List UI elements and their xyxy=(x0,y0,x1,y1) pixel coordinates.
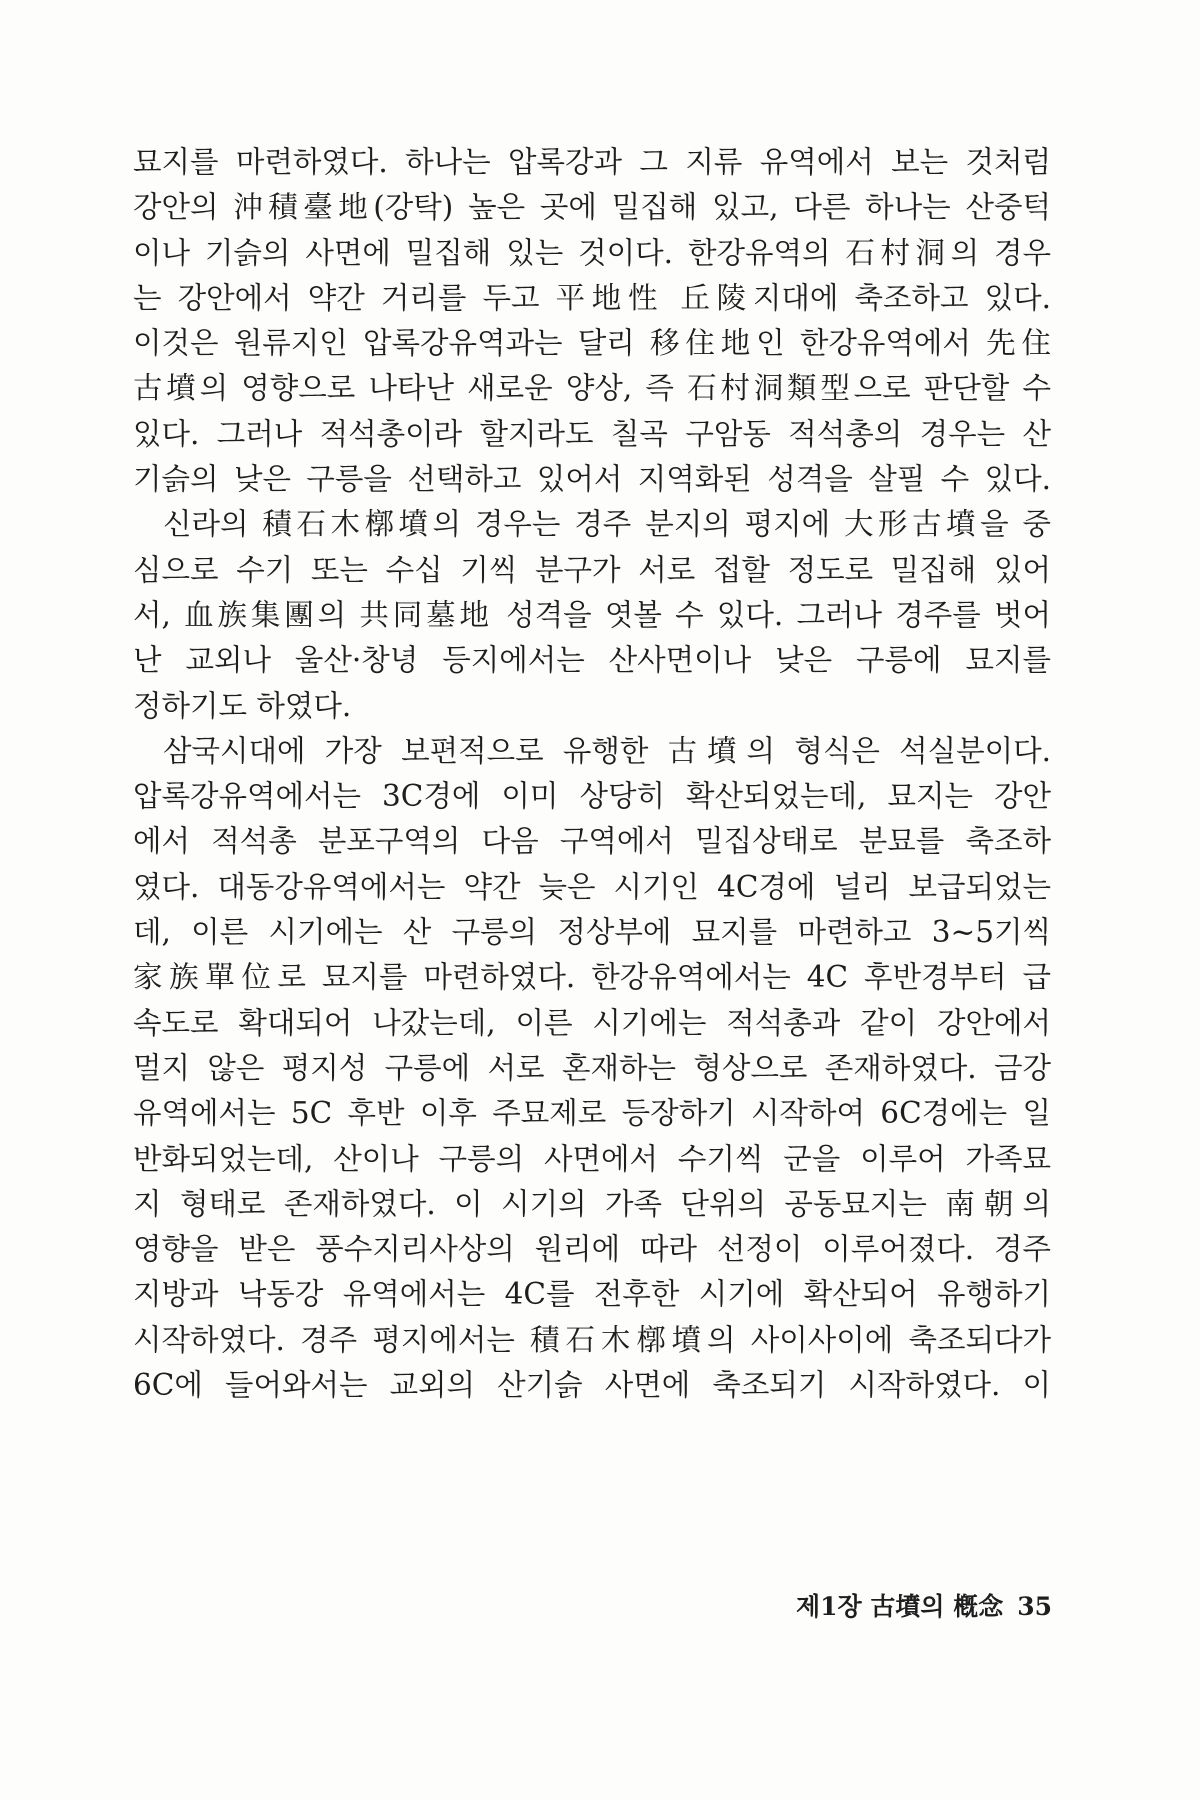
text-line: 시작하였다. 경주 평지에서는 積石木槨墳의 사이사이에 축조되다가 xyxy=(133,1322,1051,1357)
text-line: 였다. 대동강유역에서는 약간 늦은 시기인 4C경에 널리 보급되었는 xyxy=(133,869,1051,904)
text-line: 에서 적석총 분포구역의 다음 구역에서 밀집상태로 분묘를 축조하 xyxy=(133,824,1051,859)
text-line: 서, 血族集團의 共同墓地 성격을 엿볼 수 있다. 그러나 경주를 벗어 xyxy=(133,597,1051,632)
text-line: 신라의 積石木槨墳의 경우는 경주 분지의 평지에 大形古墳을 중 xyxy=(163,507,1051,542)
text-line: 삼국시대에 가장 보편적으로 유행한 古墳의 형식은 석실분이다. xyxy=(163,733,1051,768)
text-line: 정하기도 하였다. xyxy=(133,688,352,723)
text-line: 이것은 원류지인 압록강유역과는 달리 移住地인 한강유역에서 先住 xyxy=(133,326,1051,361)
text-line: 반화되었는데, 산이나 구릉의 사면에서 수기씩 군을 이루어 가족묘 xyxy=(133,1141,1051,1176)
text-line: 속도로 확대되어 나갔는데, 이른 시기에는 적석총과 같이 강안에서 xyxy=(133,1005,1051,1040)
text-line: 난 교외나 울산·창녕 등지에서는 산사면이나 낮은 구릉에 묘지를 xyxy=(133,643,1051,678)
text-line: 지방과 낙동강 유역에서는 4C를 전후한 시기에 확산되어 유행하기 xyxy=(133,1277,1051,1312)
text-line: 강안의 沖積臺地(강탁) 높은 곳에 밀집해 있고, 다른 하나는 산중턱 xyxy=(133,190,1051,225)
text-line: 심으로 수기 또는 수십 기씩 분구가 서로 접할 정도로 밀집해 있어 xyxy=(133,552,1051,587)
text-line: 家族單位로 묘지를 마련하였다. 한강유역에서는 4C 후반경부터 급 xyxy=(133,960,1051,995)
text-line: 유역에서는 5C 후반 이후 주묘제로 등장하기 시작하여 6C경에는 일 xyxy=(133,1096,1051,1131)
text-line: 데, 이른 시기에는 산 구릉의 정상부에 묘지를 마련하고 3~5기씩 xyxy=(133,915,1051,950)
text-line: 지 형태로 존재하였다. 이 시기의 가족 단위의 공동묘지는 南朝의 xyxy=(133,1186,1051,1221)
text-line: 는 강안에서 약간 거리를 두고 平地性 丘陵지대에 축조하고 있다. xyxy=(133,280,1051,315)
text-line: 이나 기슭의 사면에 밀집해 있는 것이다. 한강유역의 石村洞의 경우 xyxy=(133,235,1051,270)
page-number: 35 xyxy=(1017,1592,1052,1621)
text-line: 기슭의 낮은 구릉을 선택하고 있어서 지역화된 성격을 살필 수 있다. xyxy=(133,462,1051,497)
chapter-title: 제1장 古墳의 槪念 xyxy=(795,1592,1004,1621)
body-text xyxy=(133,140,1051,1408)
text-line: 압록강유역에서는 3C경에 이미 상당히 확산되었는데, 묘지는 강안 xyxy=(133,779,1051,814)
text-line: 멀지 않은 평지성 구릉에 서로 혼재하는 형상으로 존재하였다. 금강 xyxy=(133,1050,1051,1085)
page-footer xyxy=(796,1587,1052,1623)
text-line: 古墳의 영향으로 나타난 새로운 양상, 즉 石村洞類型으로 판단할 수 xyxy=(133,371,1051,406)
text-line: 묘지를 마련하였다. 하나는 압록강과 그 지류 유역에서 보는 것처럼 xyxy=(133,145,1051,179)
text-line: 6C에 들어와서는 교외의 산기슭 사면에 축조되기 시작하였다. 이 xyxy=(133,1368,1051,1403)
text-line: 있다. 그러나 적석총이라 할지라도 칠곡 구암동 적석총의 경우는 산 xyxy=(133,416,1051,451)
text-line: 영향을 받은 풍수지리사상의 원리에 따라 선정이 이루어졌다. 경주 xyxy=(133,1232,1051,1267)
